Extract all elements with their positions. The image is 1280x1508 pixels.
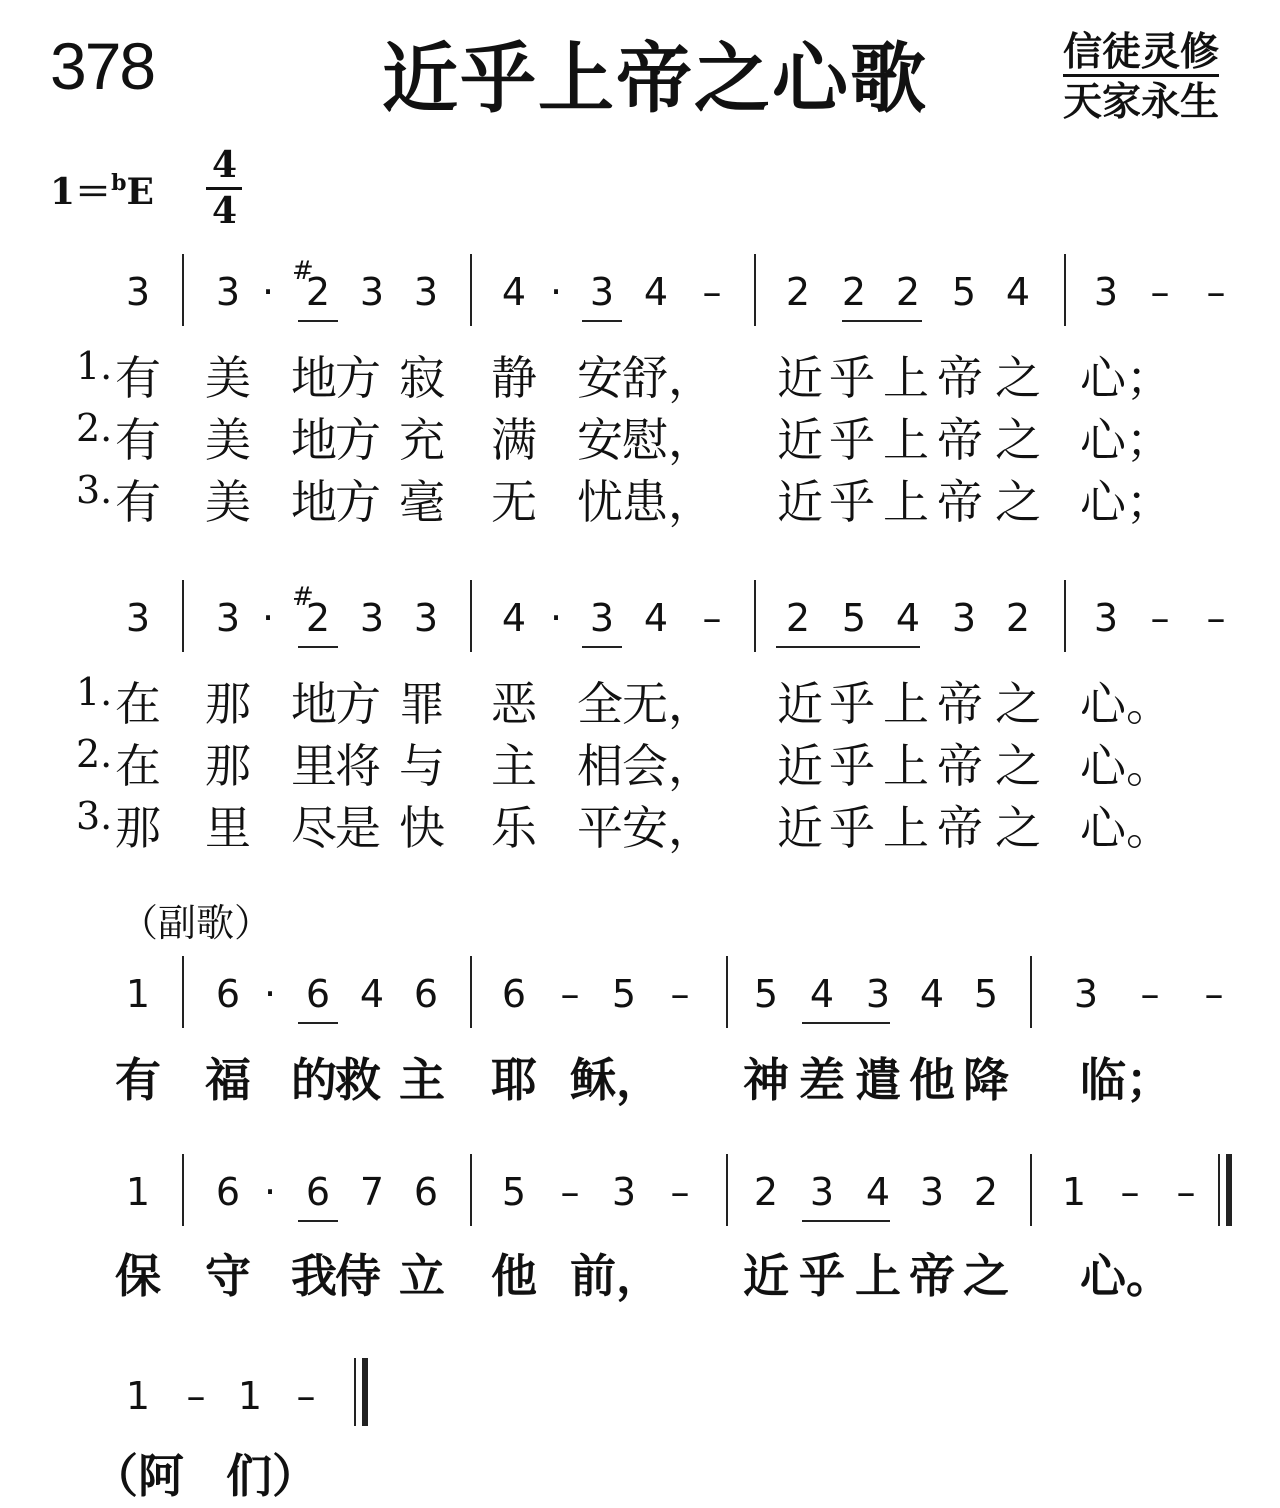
lyric-character: 相 xyxy=(577,739,623,793)
lyric-character: 之 xyxy=(995,739,1041,793)
note: 4 xyxy=(501,270,527,314)
flat-symbol: b xyxy=(111,170,127,196)
lyric-character: 平 xyxy=(577,801,623,855)
note: 2 # xyxy=(292,582,331,640)
verse-number: 2. xyxy=(76,406,113,450)
lyric-character: 帝 xyxy=(909,1249,955,1303)
lyric-character: 忧 xyxy=(577,475,623,529)
note-underline xyxy=(298,1220,338,1222)
note-underline xyxy=(298,320,338,322)
note: 3 xyxy=(125,270,151,314)
lyric-character: 方 xyxy=(335,351,381,405)
note: – xyxy=(702,270,722,314)
lyric-character: 稣， xyxy=(570,1053,662,1107)
lyric-character: 近 xyxy=(777,351,823,405)
barline xyxy=(470,254,472,326)
lyric-character: 的 xyxy=(291,1053,337,1107)
verse-number: 1. xyxy=(76,344,113,388)
note: 4 xyxy=(643,270,669,314)
note: 1 xyxy=(237,1374,263,1418)
lyric-character: 近 xyxy=(777,739,823,793)
note: 5 xyxy=(501,1170,527,1214)
sharp-symbol: # xyxy=(292,256,314,286)
barline xyxy=(1030,1154,1032,1226)
note: – xyxy=(1150,596,1170,640)
lyric-character: 美 xyxy=(205,475,251,529)
lyric-character: 那 xyxy=(115,801,161,855)
lyric-character: 之 xyxy=(963,1249,1009,1303)
note: – xyxy=(1206,270,1226,314)
verse-number: 1. xyxy=(76,670,113,714)
lyric-character: 帝 xyxy=(937,801,983,855)
lyric-character: 之 xyxy=(995,475,1041,529)
note: 3 xyxy=(1093,596,1119,640)
note: 3 xyxy=(589,596,615,640)
note: 2 xyxy=(753,1170,779,1214)
lyric-character: 方 xyxy=(335,677,381,731)
barline xyxy=(182,254,184,326)
note: 3 xyxy=(215,596,241,640)
note-underline xyxy=(582,320,622,322)
sharp-symbol: # xyxy=(292,582,314,612)
lyric-character: 临； xyxy=(1080,1053,1172,1107)
lyric-character: 恶 xyxy=(491,677,537,731)
lyric-character: 毫 xyxy=(399,475,445,529)
note: · xyxy=(261,596,275,640)
lyric-character: 与 xyxy=(399,739,445,793)
verse-number: 3. xyxy=(76,794,113,838)
barline xyxy=(754,254,756,326)
lyric-character: 在 xyxy=(115,677,161,731)
note: 3 xyxy=(413,596,439,640)
lyric-character: 安， xyxy=(622,801,714,855)
lyric-character: 心。 xyxy=(1080,677,1172,731)
lyric-character: 帝 xyxy=(937,413,983,467)
note: 4 xyxy=(1005,270,1031,314)
lyric-character: 那 xyxy=(205,677,251,731)
lyric-character: 罪 xyxy=(399,677,445,731)
note: 6 xyxy=(215,1170,241,1214)
lyric-character: 上 xyxy=(883,413,929,467)
time-signature-top: 4 xyxy=(212,144,238,186)
lyric-character: 神 xyxy=(743,1053,789,1107)
lyric-character: 地 xyxy=(291,413,337,467)
lyric-character: 近 xyxy=(777,801,823,855)
lyric-character: 差 xyxy=(799,1053,845,1107)
lyric-character: 静 xyxy=(491,351,537,405)
lyric-character: 无， xyxy=(622,677,714,731)
lyric-character: 我 xyxy=(291,1249,337,1303)
note: 6 xyxy=(501,972,527,1016)
note: 6 xyxy=(413,972,439,1016)
barline xyxy=(362,1358,368,1426)
note: 4 xyxy=(809,972,835,1016)
note: 2 xyxy=(973,1170,999,1214)
lyric-character: 心。 xyxy=(1080,801,1172,855)
lyric-character: 乐 xyxy=(491,801,537,855)
note: 6 xyxy=(215,972,241,1016)
lyric-character: 地 xyxy=(291,351,337,405)
verse-number: 2. xyxy=(76,732,113,776)
lyric-character: 寂 xyxy=(399,351,445,405)
lyric-character: 上 xyxy=(883,739,929,793)
barline xyxy=(1218,1154,1220,1226)
lyric-character: 乎 xyxy=(829,475,875,529)
verse-number: 3. xyxy=(76,468,113,512)
lyric-character: 乎 xyxy=(829,413,875,467)
note: 4 xyxy=(359,972,385,1016)
note: 5 xyxy=(841,596,867,640)
lyric-character: 帝 xyxy=(937,677,983,731)
note: 2 xyxy=(895,270,921,314)
note: 3 xyxy=(359,270,385,314)
lyric-character: 上 xyxy=(883,475,929,529)
lyric-character: 舒， xyxy=(622,351,714,405)
barline xyxy=(1226,1154,1232,1226)
note: 5 xyxy=(611,972,637,1016)
lyric-character: 里 xyxy=(291,739,337,793)
lyric-character: 安 xyxy=(577,413,623,467)
note: 6 xyxy=(413,1170,439,1214)
note-underline xyxy=(776,646,920,648)
lyric-character: 美 xyxy=(205,413,251,467)
note: – xyxy=(296,1374,316,1418)
lyric-character: 乎 xyxy=(829,677,875,731)
lyric-character: 有 xyxy=(115,1053,161,1107)
note: 4 xyxy=(895,596,921,640)
note: 7 xyxy=(359,1170,385,1214)
time-signature-bottom: 4 xyxy=(212,190,238,232)
lyric-character: 心； xyxy=(1080,413,1172,467)
note: · xyxy=(549,270,563,314)
note: 4 xyxy=(865,1170,891,1214)
barline xyxy=(726,956,728,1028)
lyric-character: 保 xyxy=(115,1249,161,1303)
lyric-character: 会， xyxy=(622,739,714,793)
barline xyxy=(1064,254,1066,326)
note: 6 xyxy=(305,1170,331,1214)
hymn-title: 近乎上帝之心歌 xyxy=(382,34,928,123)
lyric-character: 近 xyxy=(777,413,823,467)
note: 3 xyxy=(413,270,439,314)
key-prefix: 1＝ xyxy=(50,171,112,213)
note-underline xyxy=(842,320,922,322)
lyric-character: 方 xyxy=(335,475,381,529)
lyric-character: 帝 xyxy=(937,739,983,793)
lyric-character: 地 xyxy=(291,475,337,529)
lyric-character: 帝 xyxy=(937,351,983,405)
note: 3 xyxy=(1073,972,1099,1016)
subcategory-label: 天家永生 xyxy=(1063,79,1220,125)
note: 1 xyxy=(1061,1170,1087,1214)
barline xyxy=(182,1154,184,1226)
lyric-character: 有 xyxy=(115,413,161,467)
lyric-character: 快 xyxy=(399,801,445,855)
lyric-character: 地 xyxy=(291,677,337,731)
lyric-character: 救 xyxy=(335,1053,381,1107)
note: 1 xyxy=(125,1170,151,1214)
lyric-character: 心。 xyxy=(1080,1249,1172,1303)
lyric-character: 乎 xyxy=(829,739,875,793)
note: 3 xyxy=(1093,270,1119,314)
lyric-character: 主 xyxy=(399,1053,445,1107)
note: 5 xyxy=(973,972,999,1016)
note: 2 xyxy=(1005,596,1031,640)
note: 1 xyxy=(125,972,151,1016)
lyric-character: 患， xyxy=(622,475,714,529)
lyric-character: 有 xyxy=(115,351,161,405)
note: – xyxy=(560,972,580,1016)
lyric-character: 降 xyxy=(963,1053,1009,1107)
lyric-character: 将 xyxy=(335,739,381,793)
note: · xyxy=(261,270,275,314)
note: 2 xyxy=(785,596,811,640)
lyric-character: 乎 xyxy=(799,1249,845,1303)
note: 3 xyxy=(809,1170,835,1214)
lyric-character: 上 xyxy=(883,677,929,731)
lyric-character: 美 xyxy=(205,351,251,405)
lyric-character: 有 xyxy=(115,475,161,529)
lyric-character: 福 xyxy=(205,1053,251,1107)
amen-lyric: （阿 xyxy=(92,1449,184,1503)
note: – xyxy=(1206,596,1226,640)
lyric-character: 主 xyxy=(491,739,537,793)
lyric-character: 近 xyxy=(777,475,823,529)
note: 4 xyxy=(643,596,669,640)
lyric-character: 无 xyxy=(491,475,537,529)
note: – xyxy=(1140,972,1160,1016)
lyric-character: 上 xyxy=(883,351,929,405)
note: – xyxy=(1204,972,1224,1016)
lyric-character: 充 xyxy=(399,413,445,467)
note: – xyxy=(560,1170,580,1214)
note: – xyxy=(1176,1170,1196,1214)
lyric-character: 之 xyxy=(995,677,1041,731)
note: 3 xyxy=(951,596,977,640)
note: 3 xyxy=(215,270,241,314)
lyric-character: 近 xyxy=(777,677,823,731)
note: 2 xyxy=(841,270,867,314)
lyric-character: 遣 xyxy=(855,1053,901,1107)
note: 3 xyxy=(589,270,615,314)
lyric-character: 侍 xyxy=(335,1249,381,1303)
lyric-character: 心； xyxy=(1080,475,1172,529)
note-underline xyxy=(802,1022,890,1024)
lyric-character: 耶 xyxy=(491,1053,537,1107)
lyric-character: 之 xyxy=(995,413,1041,467)
barline xyxy=(182,956,184,1028)
lyric-character: 近 xyxy=(743,1249,789,1303)
note-underline xyxy=(298,1022,338,1024)
note: 3 xyxy=(865,972,891,1016)
note: 6 xyxy=(305,972,331,1016)
note: 5 xyxy=(951,270,977,314)
note: – xyxy=(670,1170,690,1214)
lyric-character: 他 xyxy=(491,1249,537,1303)
hymn-number: 378 xyxy=(50,29,155,103)
note: – xyxy=(186,1374,206,1418)
barline xyxy=(1030,956,1032,1028)
barline xyxy=(470,1154,472,1226)
lyric-character: 心。 xyxy=(1080,739,1172,793)
lyric-character: 立 xyxy=(399,1249,445,1303)
note: 3 xyxy=(611,1170,637,1214)
barline xyxy=(182,580,184,652)
lyric-character: 慰， xyxy=(622,413,714,467)
note: · xyxy=(263,1170,277,1214)
note-underline xyxy=(582,646,622,648)
note: 3 xyxy=(125,596,151,640)
note: 3 xyxy=(919,1170,945,1214)
lyric-character: 前， xyxy=(570,1249,662,1303)
note: – xyxy=(1150,270,1170,314)
note: 5 xyxy=(753,972,779,1016)
note-underline xyxy=(802,1220,890,1222)
lyric-character: 之 xyxy=(995,351,1041,405)
lyric-character: 守 xyxy=(205,1249,251,1303)
amen-lyric: 们） xyxy=(226,1449,318,1503)
note: – xyxy=(670,972,690,1016)
note: – xyxy=(1120,1170,1140,1214)
lyric-character: 全 xyxy=(577,677,623,731)
barline xyxy=(754,580,756,652)
barline xyxy=(354,1358,356,1426)
note: – xyxy=(702,596,722,640)
note: 3 xyxy=(359,596,385,640)
lyric-character: 里 xyxy=(205,801,251,855)
note: 4 xyxy=(919,972,945,1016)
lyric-character: 在 xyxy=(115,739,161,793)
note: 2 xyxy=(785,270,811,314)
lyric-character: 上 xyxy=(855,1249,901,1303)
note-underline xyxy=(298,646,338,648)
lyric-character: 帝 xyxy=(937,475,983,529)
lyric-character: 是 xyxy=(335,801,381,855)
note: 4 xyxy=(501,596,527,640)
note: 1 xyxy=(125,1374,151,1418)
lyric-character: 他 xyxy=(909,1053,955,1107)
key-signature xyxy=(50,164,154,215)
lyric-character: 尽 xyxy=(291,801,337,855)
lyric-character: 乎 xyxy=(829,801,875,855)
lyric-character: 那 xyxy=(205,739,251,793)
barline xyxy=(470,956,472,1028)
note: 2 # xyxy=(292,256,331,314)
lyric-character: 上 xyxy=(883,801,929,855)
category-label: 信徒灵修 xyxy=(1063,29,1220,75)
lyric-character: 乎 xyxy=(829,351,875,405)
lyric-character: 心； xyxy=(1080,351,1172,405)
lyric-character: 之 xyxy=(995,801,1041,855)
lyric-character: 安 xyxy=(577,351,623,405)
note: · xyxy=(549,596,563,640)
barline xyxy=(1064,580,1066,652)
lyric-character: 方 xyxy=(335,413,381,467)
note: · xyxy=(263,972,277,1016)
barline xyxy=(726,1154,728,1226)
key-note: E xyxy=(126,171,154,213)
chorus-label: （副歌） xyxy=(120,901,273,945)
lyric-character: 满 xyxy=(491,413,537,467)
barline xyxy=(470,580,472,652)
